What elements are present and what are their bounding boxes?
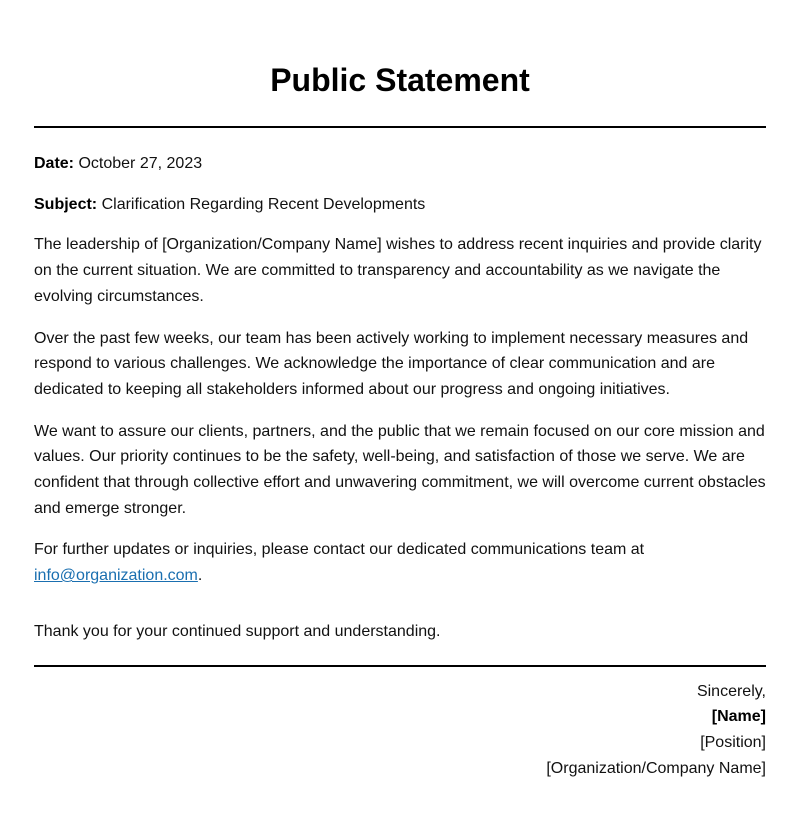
thanks-line: Thank you for your continued support and understanding. xyxy=(34,622,441,640)
date-label: Date: xyxy=(34,155,75,172)
top-divider xyxy=(34,126,766,128)
paragraph-1: The leadership of [Organization/Company Name] wishes to address recent inquiries and provide clarity on the current situation. We are committed to transparency and accountability as we navigate the evolving circumstances. xyxy=(34,236,762,305)
page-title: Public Statement xyxy=(270,62,530,98)
bottom-divider xyxy=(34,665,766,667)
contact-paragraph xyxy=(34,537,766,588)
signature-position: [Position] xyxy=(700,733,766,751)
signature-closing: Sincerely, xyxy=(696,682,766,700)
paragraph-2: Over the past few weeks, our team has been actively working to implement necessary measures and respond to various challenges. We acknowledge the importance of clear communication and are dedicated to keeping all stakeholders informed about our progress and ongoing initiatives. xyxy=(34,329,749,398)
signature-name: [Name] xyxy=(711,708,766,726)
signature-block xyxy=(34,679,766,782)
subject-line xyxy=(34,192,766,218)
contact-email-link[interactable]: info@organization.com xyxy=(34,567,198,585)
date-line xyxy=(34,151,766,177)
signature-organization: [Organization/Company Name] xyxy=(546,759,766,777)
date-value: October 27, 2023 xyxy=(78,155,203,172)
contact-end: . xyxy=(197,567,203,585)
statement-body xyxy=(34,151,766,645)
subject-label: Subject: xyxy=(34,195,98,213)
subject-value: Clarification Regarding Recent Developments xyxy=(101,195,426,213)
contact-text: For further updates or inquiries, please contact our dedicated communications team at xyxy=(34,541,645,559)
paragraph-3: We want to assure our clients, partners, and the public that we remain focused on our core mission and values. Our priority continues to be the safety, well-being, and satisfaction of those we serve. We are confident that through collective effort and unwavering commitment, we will overcome current obstacles and emerge stronger. xyxy=(34,422,766,517)
